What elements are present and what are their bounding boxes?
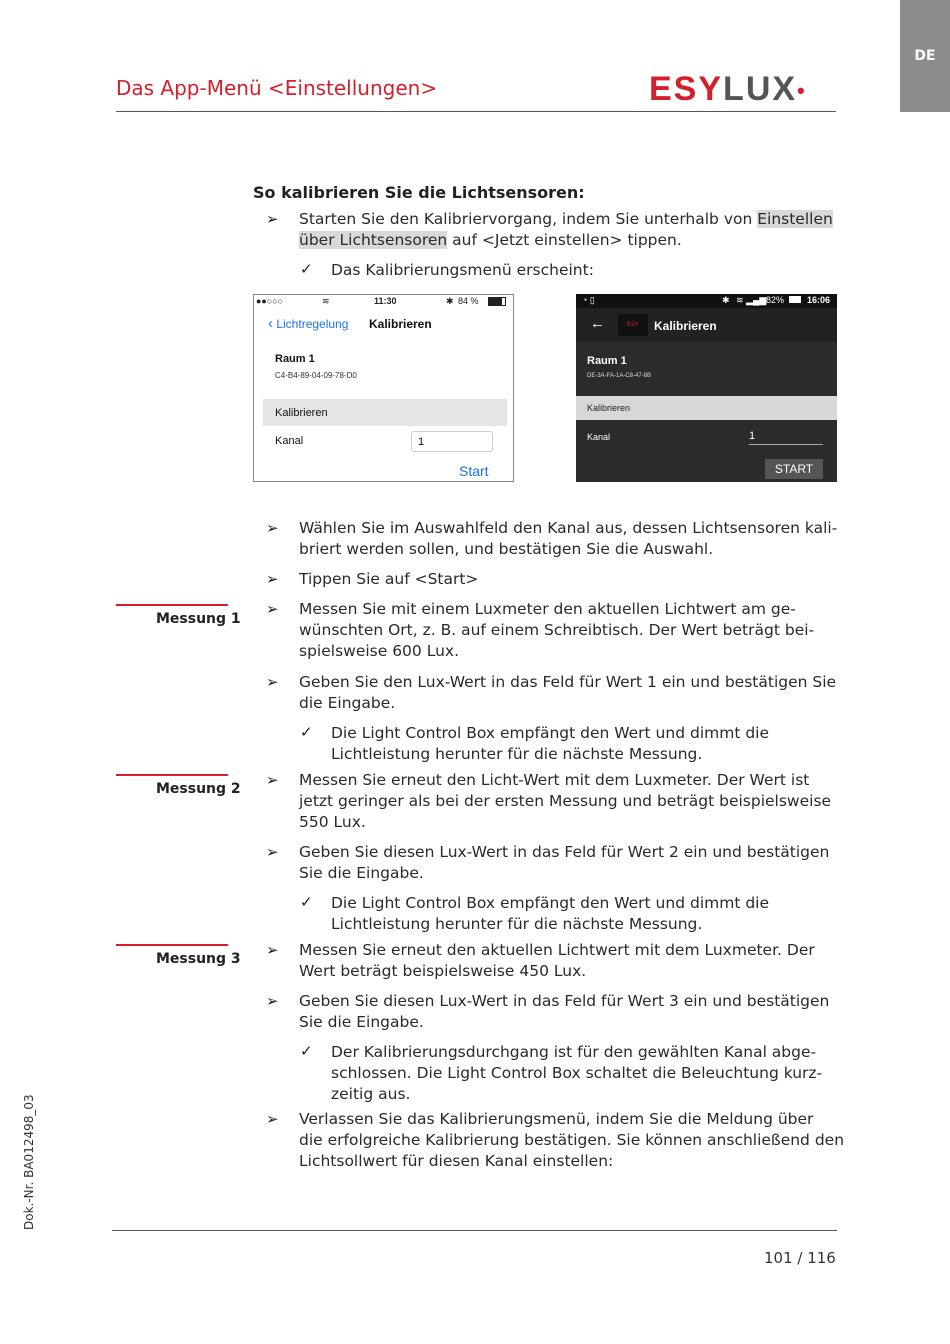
ios-back-button[interactable] (268, 315, 348, 332)
battery-icon (488, 297, 506, 306)
android-status-bar (576, 294, 837, 308)
margin-label-measurement-3: Messung 3 (156, 951, 241, 967)
step-3-line-2: wünschten Ort, z. B. auf einem Schreibtisch. Der Wert beträgt bei- (299, 621, 815, 639)
step-7-line-1: Messen Sie erneut den aktuellen Lichtwert mit dem Luxmeter. Der (299, 941, 815, 959)
arrow-bullet-icon: ➢ (266, 1110, 279, 1128)
android-calibrate-label: Kalibrieren (587, 403, 631, 413)
logo-gray-part: LUX (723, 70, 798, 108)
arrow-bullet-icon: ➢ (266, 771, 279, 789)
ios-calibrate-row[interactable] (263, 399, 507, 426)
ios-time: 11:30 (374, 296, 397, 306)
arrow-bullet-icon: ➢ (266, 600, 279, 618)
bluetooth-icon: ✱ (722, 295, 730, 305)
margin-divider (116, 774, 228, 776)
android-toolbar (576, 308, 837, 342)
check-3-line-2: schlossen. Die Light Control Box schaltet die Beleuchtung kurz- (331, 1064, 823, 1082)
step-9-line-2: die erfolgreiche Kalibrierung bestätigen. Sie können anschließend den (299, 1131, 845, 1149)
intro-line-1 (299, 209, 833, 231)
step-2: Tippen Sie auf <Start> (299, 570, 479, 588)
android-battery: 82% (766, 295, 785, 305)
android-start-button[interactable]: START (765, 459, 823, 479)
ios-room-id: C4-B4-89-04-09-78-D0 (275, 371, 357, 380)
checkmark-icon: ✓ (300, 1042, 313, 1060)
document-number: Dok.-Nr. BA012498_03 (22, 1094, 36, 1230)
app-logo-icon: ESY (618, 314, 648, 336)
step-9-line-1: Verlassen Sie das Kalibrierungsmenü, indem Sie die Meldung über (299, 1110, 814, 1128)
step-8-line-2: Sie die Eingabe. (299, 1013, 424, 1031)
android-time: 16:06 (807, 295, 831, 305)
android-channel-label: Kanal (587, 432, 611, 442)
ios-battery: 84 % (458, 296, 479, 306)
margin-divider (116, 604, 228, 606)
chevron-left-icon: ‹ (268, 315, 273, 332)
language-label: DE (914, 48, 936, 64)
ios-channel-input[interactable]: 1 (411, 431, 493, 452)
checkmark-icon: ✓ (300, 723, 313, 741)
check-2-line-1: Die Light Control Box empfängt den Wert und dimmt die (331, 894, 770, 912)
step-4-line-1: Geben Sie den Lux-Wert in das Feld für Wert 1 ein und bestätigen Sie (299, 673, 837, 691)
result-menu-text: Das Kalibrierungsmenü erscheint: (331, 261, 594, 279)
ios-channel-label: Kanal (275, 435, 304, 447)
step-3-line-3: spielsweise 600 Lux. (299, 642, 459, 660)
step-1-line-1: Wählen Sie im Auswahlfeld den Kanal aus, dessen Lichtsensoren kali- (299, 519, 838, 537)
footer-divider (112, 1230, 837, 1231)
check-2-line-2: Lichtleistung herunter für die nächste Messung. (331, 915, 703, 933)
ios-status-bar (254, 295, 513, 309)
android-channel-input[interactable]: 1 (749, 430, 823, 445)
logo-red-part: ESY (649, 70, 724, 108)
android-screenshot (576, 294, 837, 482)
battery-icon (789, 296, 801, 303)
ios-start-button[interactable]: Start (459, 463, 489, 479)
signal-icon: ≋ ▂▄▆ (736, 295, 767, 305)
highlight-text: über Lichtsensoren (299, 231, 448, 249)
ios-calibrate-label: Kalibrieren (275, 407, 328, 419)
step-5-line-3: 550 Lux. (299, 813, 366, 831)
intro-text: auf <Jetzt einstellen> tippen. (447, 231, 682, 249)
wifi-icon: ≋ (322, 296, 330, 306)
arrow-bullet-icon: ➢ (266, 570, 279, 588)
arrow-bullet-icon: ➢ (266, 843, 279, 861)
android-room-id: DE-3A-FA-1A-C8-47-8B (587, 373, 652, 379)
step-6-line-2: Sie die Eingabe. (299, 864, 424, 882)
arrow-bullet-icon: ➢ (266, 992, 279, 1010)
step-6-line-1: Geben Sie diesen Lux-Wert in das Feld für Wert 2 ein und bestätigen (299, 843, 830, 861)
step-1-line-2: briert werden sollen, und bestätigen Sie die Auswahl. (299, 540, 714, 558)
step-5-line-1: Messen Sie erneut den Licht-Wert mit dem Luxmeter. Der Wert ist (299, 771, 810, 789)
header-divider (116, 111, 836, 112)
margin-label-measurement-2: Messung 2 (156, 781, 241, 797)
notification-icons: ◔ ▯ (582, 295, 595, 305)
arrow-bullet-icon: ➢ (266, 519, 279, 537)
android-title: Kalibrieren (654, 319, 717, 333)
android-room-name: Raum 1 (587, 355, 627, 367)
step-8-line-1: Geben Sie diesen Lux-Wert in das Feld für Wert 3 ein und bestätigen (299, 992, 830, 1010)
esylux-logo (649, 70, 807, 109)
step-5-line-2: jetzt geringer als bei der ersten Messung und beträgt beispielsweise (299, 792, 832, 810)
ios-screenshot (253, 294, 514, 482)
check-3-line-1: Der Kalibrierungsdurchgang ist für den gewählten Kanal abge- (331, 1043, 817, 1061)
page-title: Das App-Menü <Einstellungen> (116, 76, 438, 100)
step-4-line-2: die Eingabe. (299, 694, 396, 712)
ios-back-label: Lichtregelung (276, 317, 349, 331)
check-1-line-1: Die Light Control Box empfängt den Wert und dimmt die (331, 724, 770, 742)
section-heading: So kalibrieren Sie die Lichtsensoren: (253, 183, 585, 202)
bluetooth-icon: ✱ (446, 296, 454, 306)
step-3-line-1: Messen Sie mit einem Luxmeter den aktuellen Lichtwert am ge- (299, 600, 796, 618)
arrow-bullet-icon: ➢ (266, 210, 279, 228)
check-1-line-2: Lichtleistung herunter für die nächste Messung. (331, 745, 703, 763)
ios-room-name: Raum 1 (275, 353, 315, 365)
language-tab (900, 0, 950, 112)
margin-label-measurement-1: Messung 1 (156, 611, 241, 627)
logo-dot-icon: • (797, 78, 807, 104)
step-7-line-2: Wert beträgt beispielsweise 450 Lux. (299, 962, 587, 980)
margin-divider (116, 944, 228, 946)
signal-dots-icon: ●●○○○ (256, 296, 284, 306)
android-calibrate-row[interactable] (576, 396, 837, 420)
back-arrow-icon[interactable]: ← (590, 315, 605, 332)
step-9-line-3: Lichtsollwert für diesen Kanal einstellen: (299, 1152, 614, 1170)
arrow-bullet-icon: ➢ (266, 941, 279, 959)
page-number: 101 / 116 (764, 1249, 836, 1267)
highlight-text: Einstellen (757, 210, 833, 228)
check-3-line-3: zeitig aus. (331, 1085, 411, 1103)
intro-line-2 (299, 230, 682, 252)
ios-title: Kalibrieren (369, 317, 432, 331)
checkmark-icon: ✓ (300, 893, 313, 911)
checkmark-icon: ✓ (300, 260, 313, 278)
arrow-bullet-icon: ➢ (266, 673, 279, 691)
intro-text: Starten Sie den Kalibriervorgang, indem Sie unterhalb von (299, 210, 758, 228)
